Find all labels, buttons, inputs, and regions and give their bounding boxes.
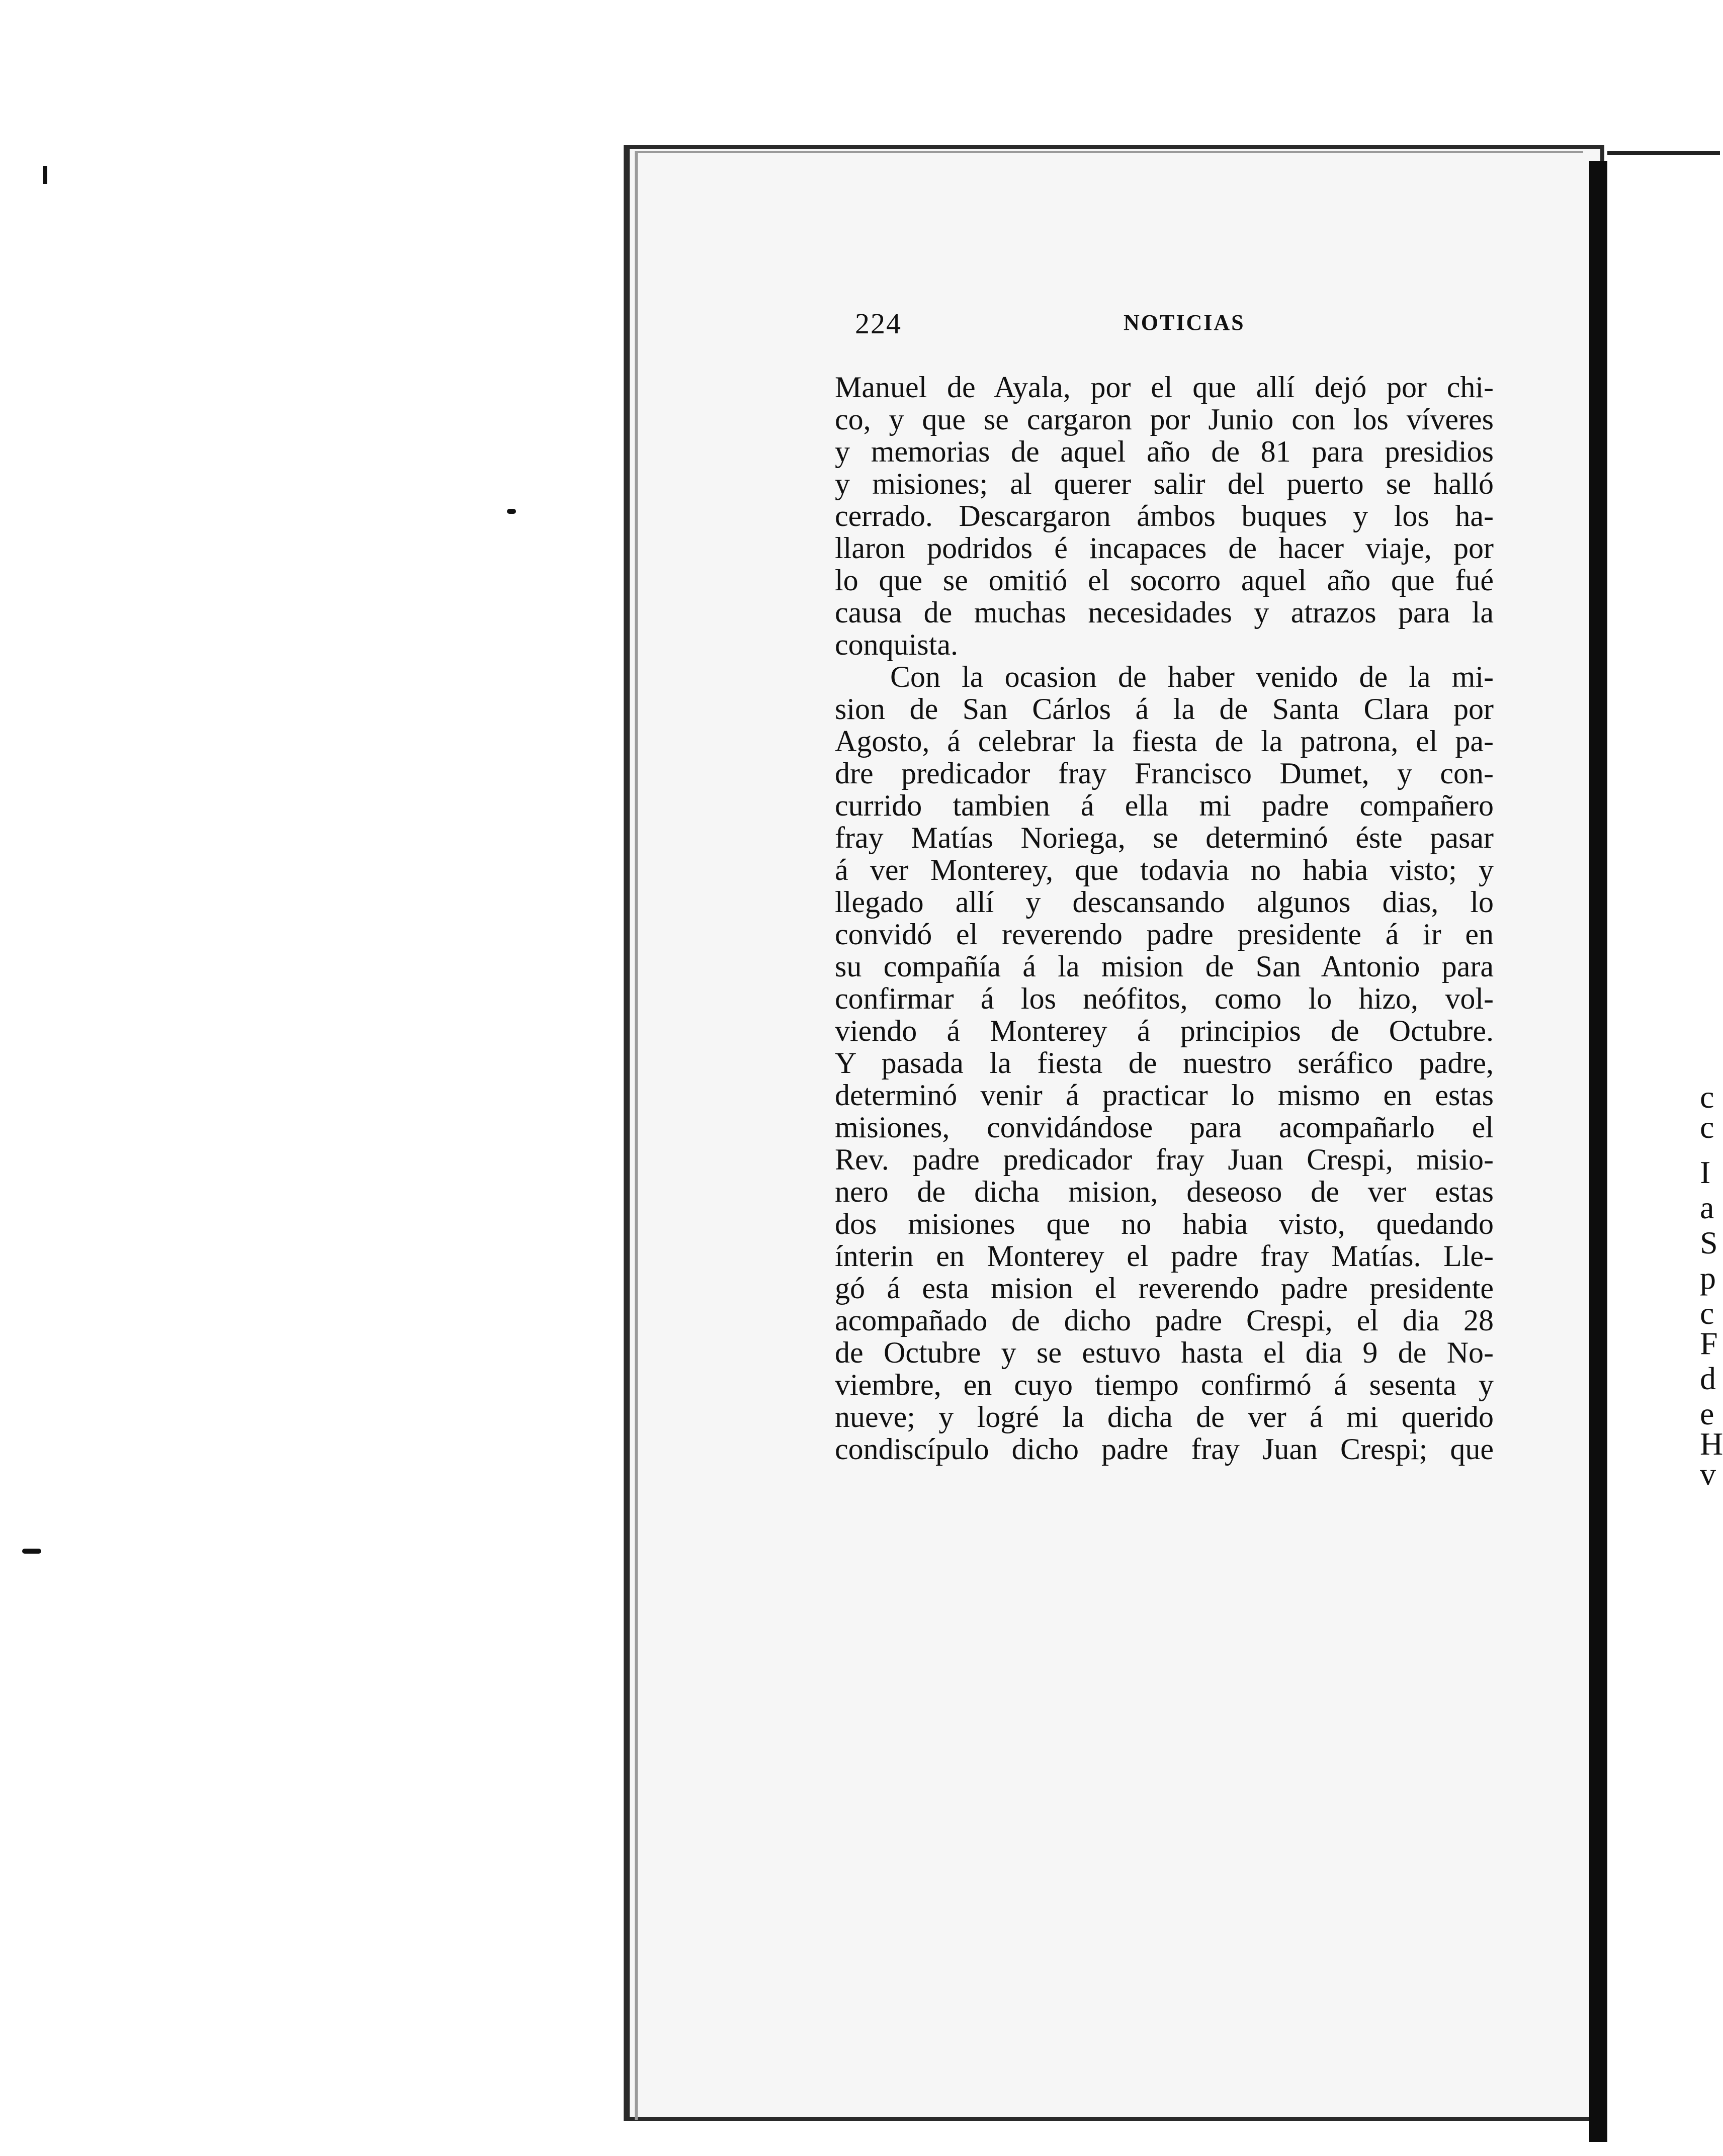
text-line: sion de San Cárlos á la de Santa Clara por — [835, 692, 1494, 726]
facing-page-letter: c — [1700, 1079, 1714, 1115]
text-line: determinó venir á practicar lo mismo en estas — [835, 1079, 1494, 1112]
text-line: currido tambien á ella mi padre compañero — [835, 789, 1494, 822]
book-spine — [1589, 161, 1607, 2142]
text-line: fray Matías Noriega, se determinó éste pasar — [835, 821, 1494, 854]
facing-page-letter: a — [1700, 1190, 1714, 1225]
text-line: de Octubre y se estuvo hasta el dia 9 de No- — [835, 1336, 1494, 1369]
facing-page-letter: v — [1700, 1456, 1716, 1492]
text-line: nueve; y logré la dicha de ver á mi querido — [835, 1400, 1494, 1433]
facing-page-letter: I — [1700, 1154, 1711, 1190]
text-line: Y pasada la fiesta de nuestro seráfico padre, — [835, 1046, 1494, 1080]
text-line: convidó el reverendo padre presidente á ir en — [835, 918, 1494, 951]
text-line: conquista. — [835, 628, 958, 661]
text-line: viembre, en cuyo tiempo confirmó á sesenta y — [835, 1368, 1494, 1401]
text-line: dre predicador fray Francisco Dumet, y con- — [835, 757, 1494, 790]
facing-page-letter: p — [1700, 1260, 1716, 1296]
text-line: acompañado de dicho padre Crespi, el dia 28 — [835, 1304, 1494, 1337]
text-line: llaron podridos é incapaces de hacer viaje, por — [835, 531, 1494, 565]
facing-page-letter: H — [1700, 1426, 1723, 1462]
text-line: lo que se omitió el socorro aquel año que fué — [835, 564, 1494, 597]
text-line: co, y que se cargaron por Junio con los víveres — [835, 403, 1494, 436]
text-line: y misiones; al querer salir del puerto se halló — [835, 467, 1494, 500]
body-text — [835, 371, 1494, 1465]
text-line: llegado allí y descansando algunos dias, lo — [835, 885, 1494, 919]
facing-page-letter: c — [1700, 1109, 1714, 1145]
facing-page-letter: S — [1700, 1225, 1718, 1261]
text-line: Agosto, á celebrar la fiesta de la patrona, el pa- — [835, 725, 1494, 758]
facing-page-letter: c — [1700, 1295, 1714, 1331]
text-line: á ver Monterey, que todavia no habia visto; y — [835, 853, 1494, 886]
facing-page-letter: e — [1700, 1396, 1714, 1431]
scan-mark — [507, 509, 516, 514]
facing-page — [1607, 151, 1720, 2156]
text-line: Manuel de Ayala, por el que allí dejó por chi- — [835, 371, 1494, 404]
text-line: Con la ocasion de haber venido de la mi- — [890, 660, 1494, 693]
scan-mark — [22, 1549, 41, 1554]
running-head: NOTICIAS — [1124, 310, 1245, 335]
text-line: Rev. padre predicador fray Juan Crespi, misio- — [835, 1143, 1494, 1176]
text-line: y memorias de aquel año de 81 para presidios — [835, 435, 1494, 468]
text-line: ínterin en Monterey el padre fray Matías. Lle- — [835, 1239, 1494, 1273]
text-line: causa de muchas necesidades y atrazos para la — [835, 596, 1494, 629]
text-line: viendo á Monterey á principios de Octubre. — [835, 1014, 1494, 1047]
page-header — [855, 307, 1247, 352]
text-line: dos misiones que no habia visto, quedando — [835, 1207, 1494, 1240]
text-line: condiscípulo dicho padre fray Juan Crespi; que — [835, 1432, 1494, 1466]
text-line: confirmar á los neófitos, como lo hizo, vol- — [835, 982, 1494, 1015]
text-line: gó á esta mision el reverendo padre presidente — [835, 1272, 1494, 1305]
scan-mark — [43, 166, 47, 184]
text-line: cerrado. Descargaron ámbos buques y los ha- — [835, 499, 1494, 532]
facing-page-letter: d — [1700, 1361, 1716, 1396]
text-line: nero de dicha mision, deseoso de ver estas — [835, 1175, 1494, 1208]
text-line: misiones, convidándose para acompañarlo el — [835, 1111, 1494, 1144]
facing-page-letter: F — [1700, 1325, 1718, 1361]
text-line: su compañía á la mision de San Antonio para — [835, 950, 1494, 983]
page-number: 224 — [855, 307, 902, 340]
